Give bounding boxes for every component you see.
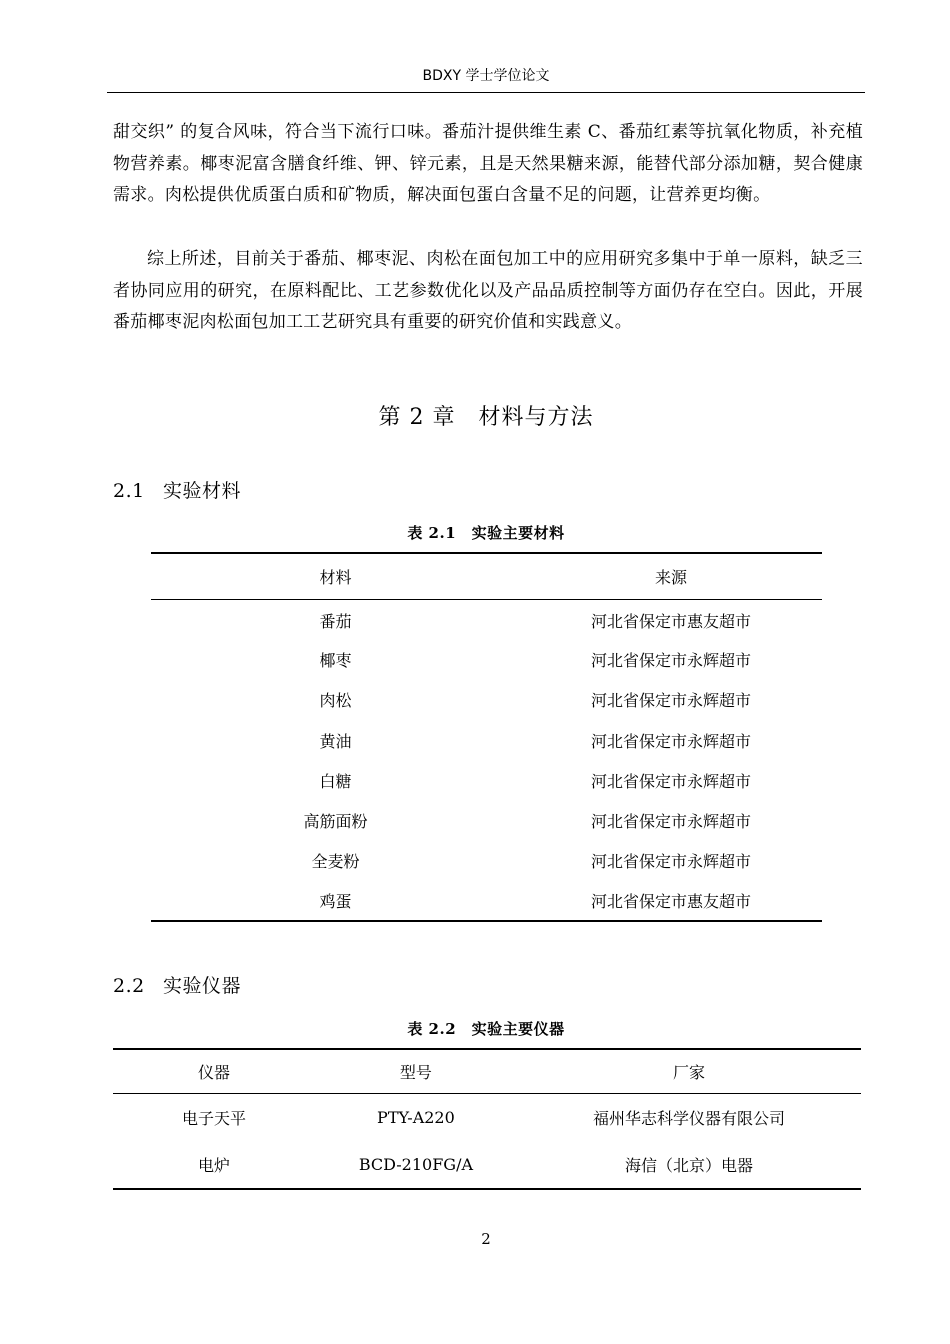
column-header-instrument: 仪器	[113, 1049, 315, 1093]
section-title: 实验仪器	[163, 975, 242, 997]
materials-table	[151, 552, 822, 922]
section-heading-2-2	[113, 971, 241, 998]
table-row	[151, 680, 822, 720]
material-cell: 椰枣	[319, 650, 352, 670]
source-cell: 河北省保定市永辉超市	[591, 731, 752, 751]
model-cell: PTY-A220	[377, 1107, 455, 1127]
table-header-row	[113, 1049, 861, 1093]
table-caption-2-2: 表 2.2 实验主要仪器	[407, 1020, 565, 1038]
manufacturer-cell: 福州华志科学仪器有限公司	[592, 1108, 785, 1128]
instrument-cell: 电子天平	[181, 1108, 246, 1128]
material-cell: 高筋面粉	[303, 812, 368, 832]
source-cell: 河北省保定市永辉超市	[591, 691, 752, 711]
table-row	[151, 599, 822, 639]
model-cell: BCD-210FG/A	[358, 1155, 474, 1174]
table-header-row	[151, 553, 822, 599]
material-cell: 白糖	[319, 771, 352, 791]
column-header-source: 来源	[520, 553, 822, 599]
manufacturer-cell: 海信（北京）电器	[624, 1156, 753, 1175]
material-cell: 鸡蛋	[319, 892, 352, 912]
section-heading-2-1	[113, 476, 241, 503]
source-cell: 河北省保定市永辉超市	[591, 852, 752, 872]
instrument-cell: 电炉	[197, 1156, 230, 1175]
table-row	[151, 881, 822, 921]
source-cell: 河北省保定市永辉超市	[591, 650, 752, 670]
column-header-model: 型号	[315, 1049, 517, 1093]
page-header: BDXY 学士学位论文	[107, 60, 865, 93]
section-number: 2.1	[113, 480, 145, 502]
table-row	[151, 720, 822, 760]
material-cell: 番茄	[319, 612, 352, 632]
material-cell: 全麦粉	[311, 852, 360, 872]
source-cell: 河北省保定市永辉超市	[591, 812, 752, 832]
section-title: 实验材料	[163, 480, 242, 502]
table-row	[113, 1141, 861, 1189]
table-row	[151, 760, 822, 800]
source-cell: 河北省保定市惠友超市	[591, 612, 752, 632]
page-number: 2	[481, 1230, 491, 1248]
chapter-title: 第 2 章 材料与方法	[378, 405, 594, 430]
source-cell: 河北省保定市惠友超市	[591, 892, 752, 912]
table-row	[151, 639, 822, 679]
table-row	[151, 800, 822, 840]
column-header-manufacturer: 厂家	[517, 1049, 861, 1093]
table-caption-2-1: 表 2.1 实验主要材料	[407, 524, 565, 542]
material-cell: 黄油	[319, 731, 352, 751]
section-number: 2.2	[113, 975, 145, 997]
table-row	[151, 841, 822, 881]
instruments-table	[113, 1048, 861, 1190]
table-row	[113, 1093, 861, 1141]
paragraph-1: 甜交织” 的复合风味，符合当下流行口味。番茄汁提供维生素 C、番茄红素等抗氧化物质，补充植物营养素。椰枣泥富含膳食纤维、钾、锌元素，且是天然果糖来源，能替代部分添加糖，契合健康需求。肉松提供优质蛋白质和矿物质，解决面包蛋白含量不足的问题，让营养更均衡。	[113, 122, 863, 206]
column-header-material: 材料	[151, 553, 520, 599]
material-cell: 肉松	[319, 691, 352, 711]
source-cell: 河北省保定市永辉超市	[591, 771, 752, 791]
paragraph-2: 综上所述，目前关于番茄、椰枣泥、肉松在面包加工中的应用研究多集中于单一原料，缺乏三者协同应用的研究，在原料配比、工艺参数优化以及产品品质控制等方面仍存在空白。因此，开展番茄椰枣泥肉松面包加工工艺研究具有重要的研究价值和实践意义。	[113, 249, 863, 333]
